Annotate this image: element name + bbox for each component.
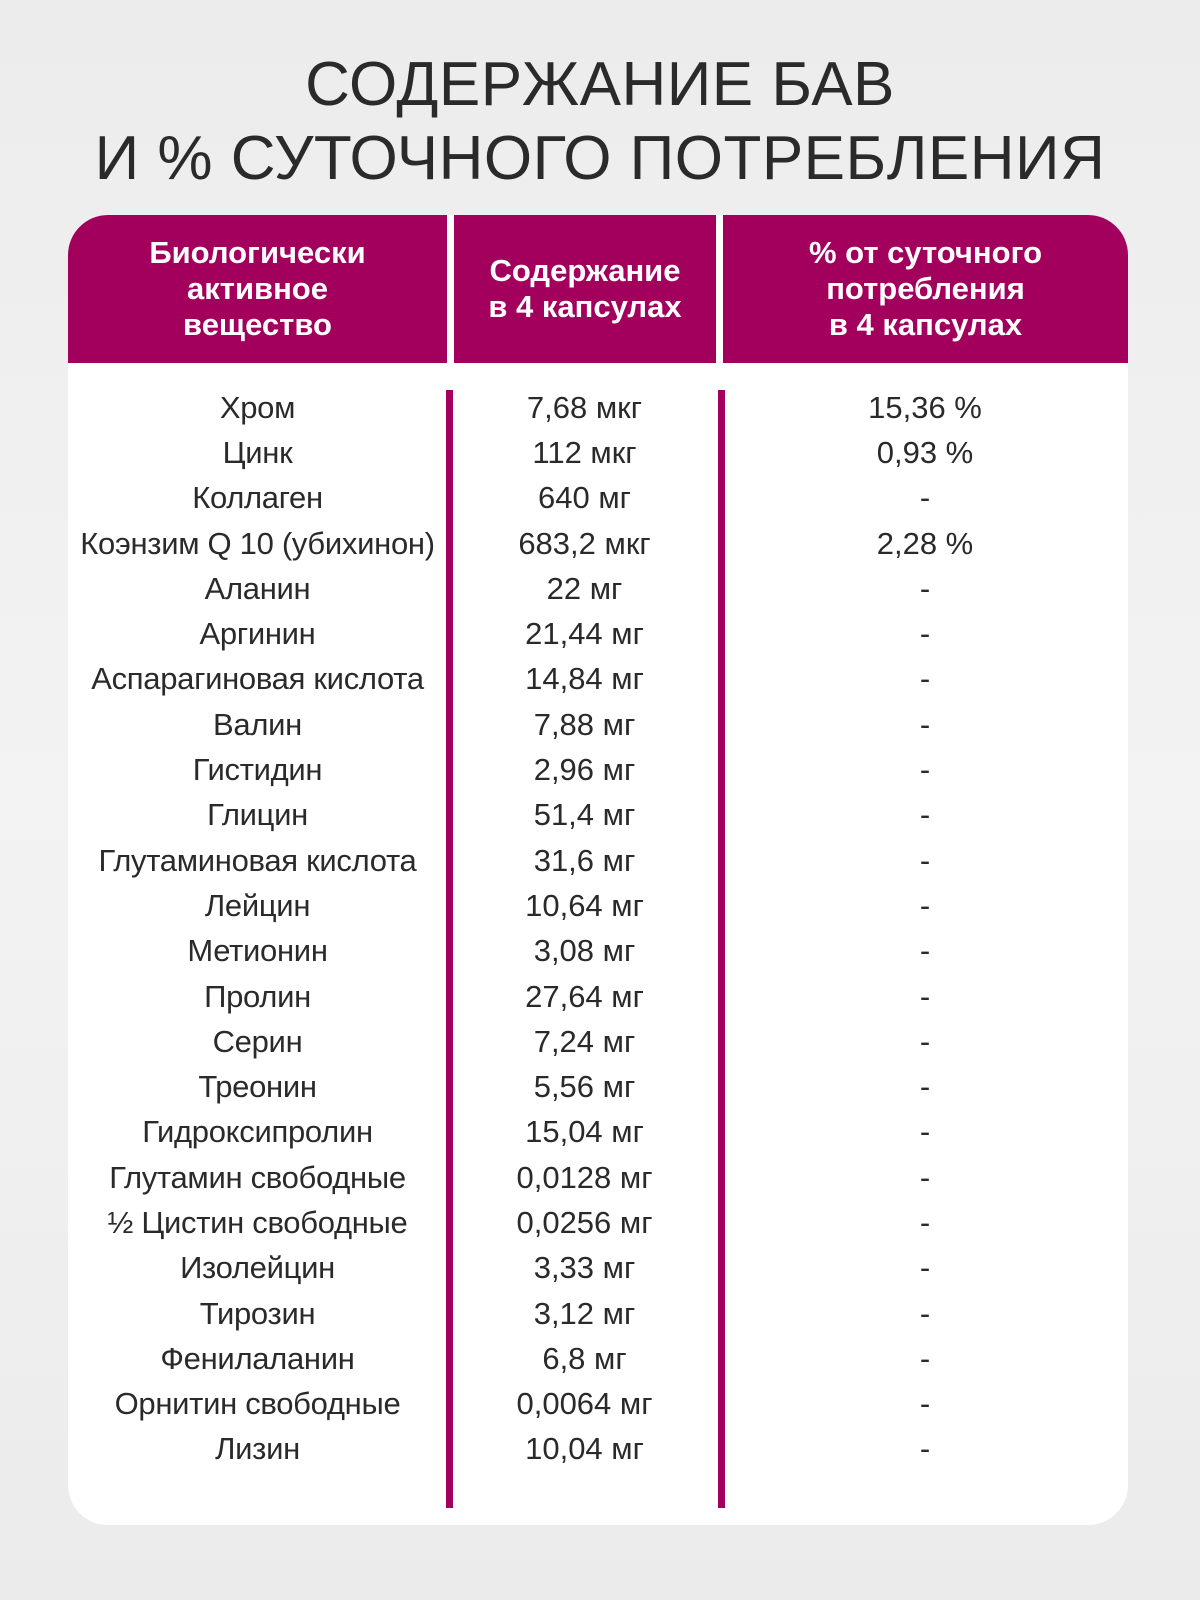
cell-content: 0,0256 мг — [516, 1204, 653, 1240]
cell-percent: - — [919, 570, 931, 606]
header-content: Содержание в 4 капсулах — [454, 215, 716, 363]
table-row — [68, 1064, 1128, 1109]
table-row — [68, 702, 1128, 747]
cell-content: 31,6 мг — [533, 842, 636, 878]
table-row — [68, 1155, 1128, 1200]
cell-content: 27,64 мг — [525, 978, 644, 1014]
cell-content: 6,8 мг — [542, 1340, 627, 1376]
table-row — [68, 1382, 1128, 1427]
cell-percent: - — [919, 661, 931, 697]
table-row — [68, 1291, 1128, 1336]
table-row — [68, 1019, 1128, 1064]
table-row — [68, 1427, 1128, 1472]
cell-content: 5,56 мг — [533, 1069, 636, 1105]
cell-substance: Гистидин — [192, 752, 323, 788]
cell-percent: - — [919, 706, 931, 742]
cell-content: 7,24 мг — [533, 1023, 636, 1059]
cell-content: 10,64 мг — [525, 887, 644, 923]
cell-substance: Лизин — [215, 1431, 300, 1467]
cell-substance: Валин — [213, 706, 302, 742]
cell-content: 10,04 мг — [525, 1431, 644, 1467]
cell-substance: Треонин — [198, 1069, 317, 1105]
cell-content: 112 мкг — [532, 434, 637, 470]
cell-percent: - — [919, 1295, 931, 1331]
cell-percent: - — [919, 1204, 931, 1240]
cell-substance: Коэнзим Q 10 (убихинон) — [80, 525, 435, 561]
table-row — [68, 611, 1128, 656]
cell-substance: Фенилаланин — [160, 1340, 355, 1376]
cell-percent: - — [919, 1069, 931, 1105]
table-row — [68, 521, 1128, 566]
cell-content: 21,44 мг — [525, 616, 644, 652]
page-title-line2: И % СУТОЧНОГО ПОТРЕБЛЕНИЯ — [94, 124, 1106, 193]
page-title — [0, 48, 1200, 196]
cell-content: 0,0128 мг — [516, 1159, 653, 1195]
nutrient-table — [68, 215, 1128, 1525]
cell-percent: - — [919, 1431, 931, 1467]
table-row — [68, 476, 1128, 521]
page-title-line1: СОДЕРЖАНИЕ БАВ — [305, 50, 895, 119]
cell-substance: Орнитин свободные — [114, 1386, 401, 1422]
cell-percent: - — [919, 887, 931, 923]
cell-percent: - — [919, 480, 931, 516]
cell-substance: Тирозин — [199, 1295, 316, 1331]
cell-content: 0,0064 мг — [516, 1386, 653, 1422]
table-body — [68, 385, 1128, 1472]
cell-substance: Коллаген — [192, 480, 323, 516]
cell-percent: 2,28 % — [876, 525, 974, 561]
cell-percent: - — [919, 1386, 931, 1422]
table-row — [68, 747, 1128, 792]
cell-substance: Метионин — [187, 933, 328, 969]
cell-percent: 15,36 % — [868, 389, 982, 425]
cell-content: 2,96 мг — [533, 752, 636, 788]
cell-percent: - — [919, 842, 931, 878]
cell-percent: - — [919, 1114, 931, 1150]
cell-substance: Глицин — [207, 797, 308, 833]
cell-substance: Аргинин — [199, 616, 316, 652]
table-row — [68, 1200, 1128, 1245]
cell-substance: Лейцин — [204, 887, 311, 923]
cell-content: 51,4 мг — [533, 797, 636, 833]
cell-percent: - — [919, 1023, 931, 1059]
table-row — [68, 929, 1128, 974]
cell-content: 14,84 мг — [525, 661, 644, 697]
cell-percent: - — [919, 797, 931, 833]
cell-substance: Аспарагиновая кислота — [91, 661, 424, 697]
table-header — [68, 215, 1128, 363]
cell-substance: Глутамин свободные — [109, 1159, 406, 1195]
cell-percent: - — [919, 752, 931, 788]
cell-percent: - — [919, 1159, 931, 1195]
cell-percent: - — [919, 616, 931, 652]
cell-substance: Хром — [219, 389, 296, 425]
table-row — [68, 793, 1128, 838]
cell-substance: Изолейцин — [180, 1250, 335, 1286]
header-substance: Биологически активное вещество — [68, 215, 447, 363]
cell-percent: - — [919, 1340, 931, 1376]
cell-substance: Гидроксипролин — [142, 1114, 373, 1150]
cell-percent: - — [919, 933, 931, 969]
table-row — [68, 566, 1128, 611]
cell-content: 683,2 мкг — [518, 525, 651, 561]
table-row — [68, 1110, 1128, 1155]
cell-percent: - — [919, 978, 931, 1014]
cell-substance: Пролин — [204, 978, 311, 1014]
cell-substance: ½ Цистин свободные — [107, 1204, 408, 1240]
cell-content: 3,33 мг — [533, 1250, 636, 1286]
cell-percent: 0,93 % — [876, 434, 974, 470]
table-row — [68, 430, 1128, 475]
table-row — [68, 883, 1128, 928]
table-row — [68, 974, 1128, 1019]
table-row — [68, 657, 1128, 702]
cell-content: 15,04 мг — [525, 1114, 644, 1150]
header-percent: % от суточного потребления в 4 капсулах — [723, 215, 1128, 363]
cell-content: 7,68 мкг — [526, 389, 643, 425]
table-row — [68, 385, 1128, 430]
table-row — [68, 1246, 1128, 1291]
cell-content: 3,12 мг — [533, 1295, 636, 1331]
cell-percent: - — [919, 1250, 931, 1286]
cell-content: 640 мг — [538, 480, 631, 516]
cell-substance: Аланин — [204, 570, 311, 606]
cell-substance: Глутаминовая кислота — [98, 842, 417, 878]
cell-substance: Серин — [212, 1023, 303, 1059]
cell-content: 3,08 мг — [533, 933, 636, 969]
table-row — [68, 1336, 1128, 1381]
cell-content: 7,88 мг — [533, 706, 636, 742]
cell-content: 22 мг — [546, 570, 623, 606]
table-row — [68, 838, 1128, 883]
cell-substance: Цинк — [222, 434, 293, 470]
